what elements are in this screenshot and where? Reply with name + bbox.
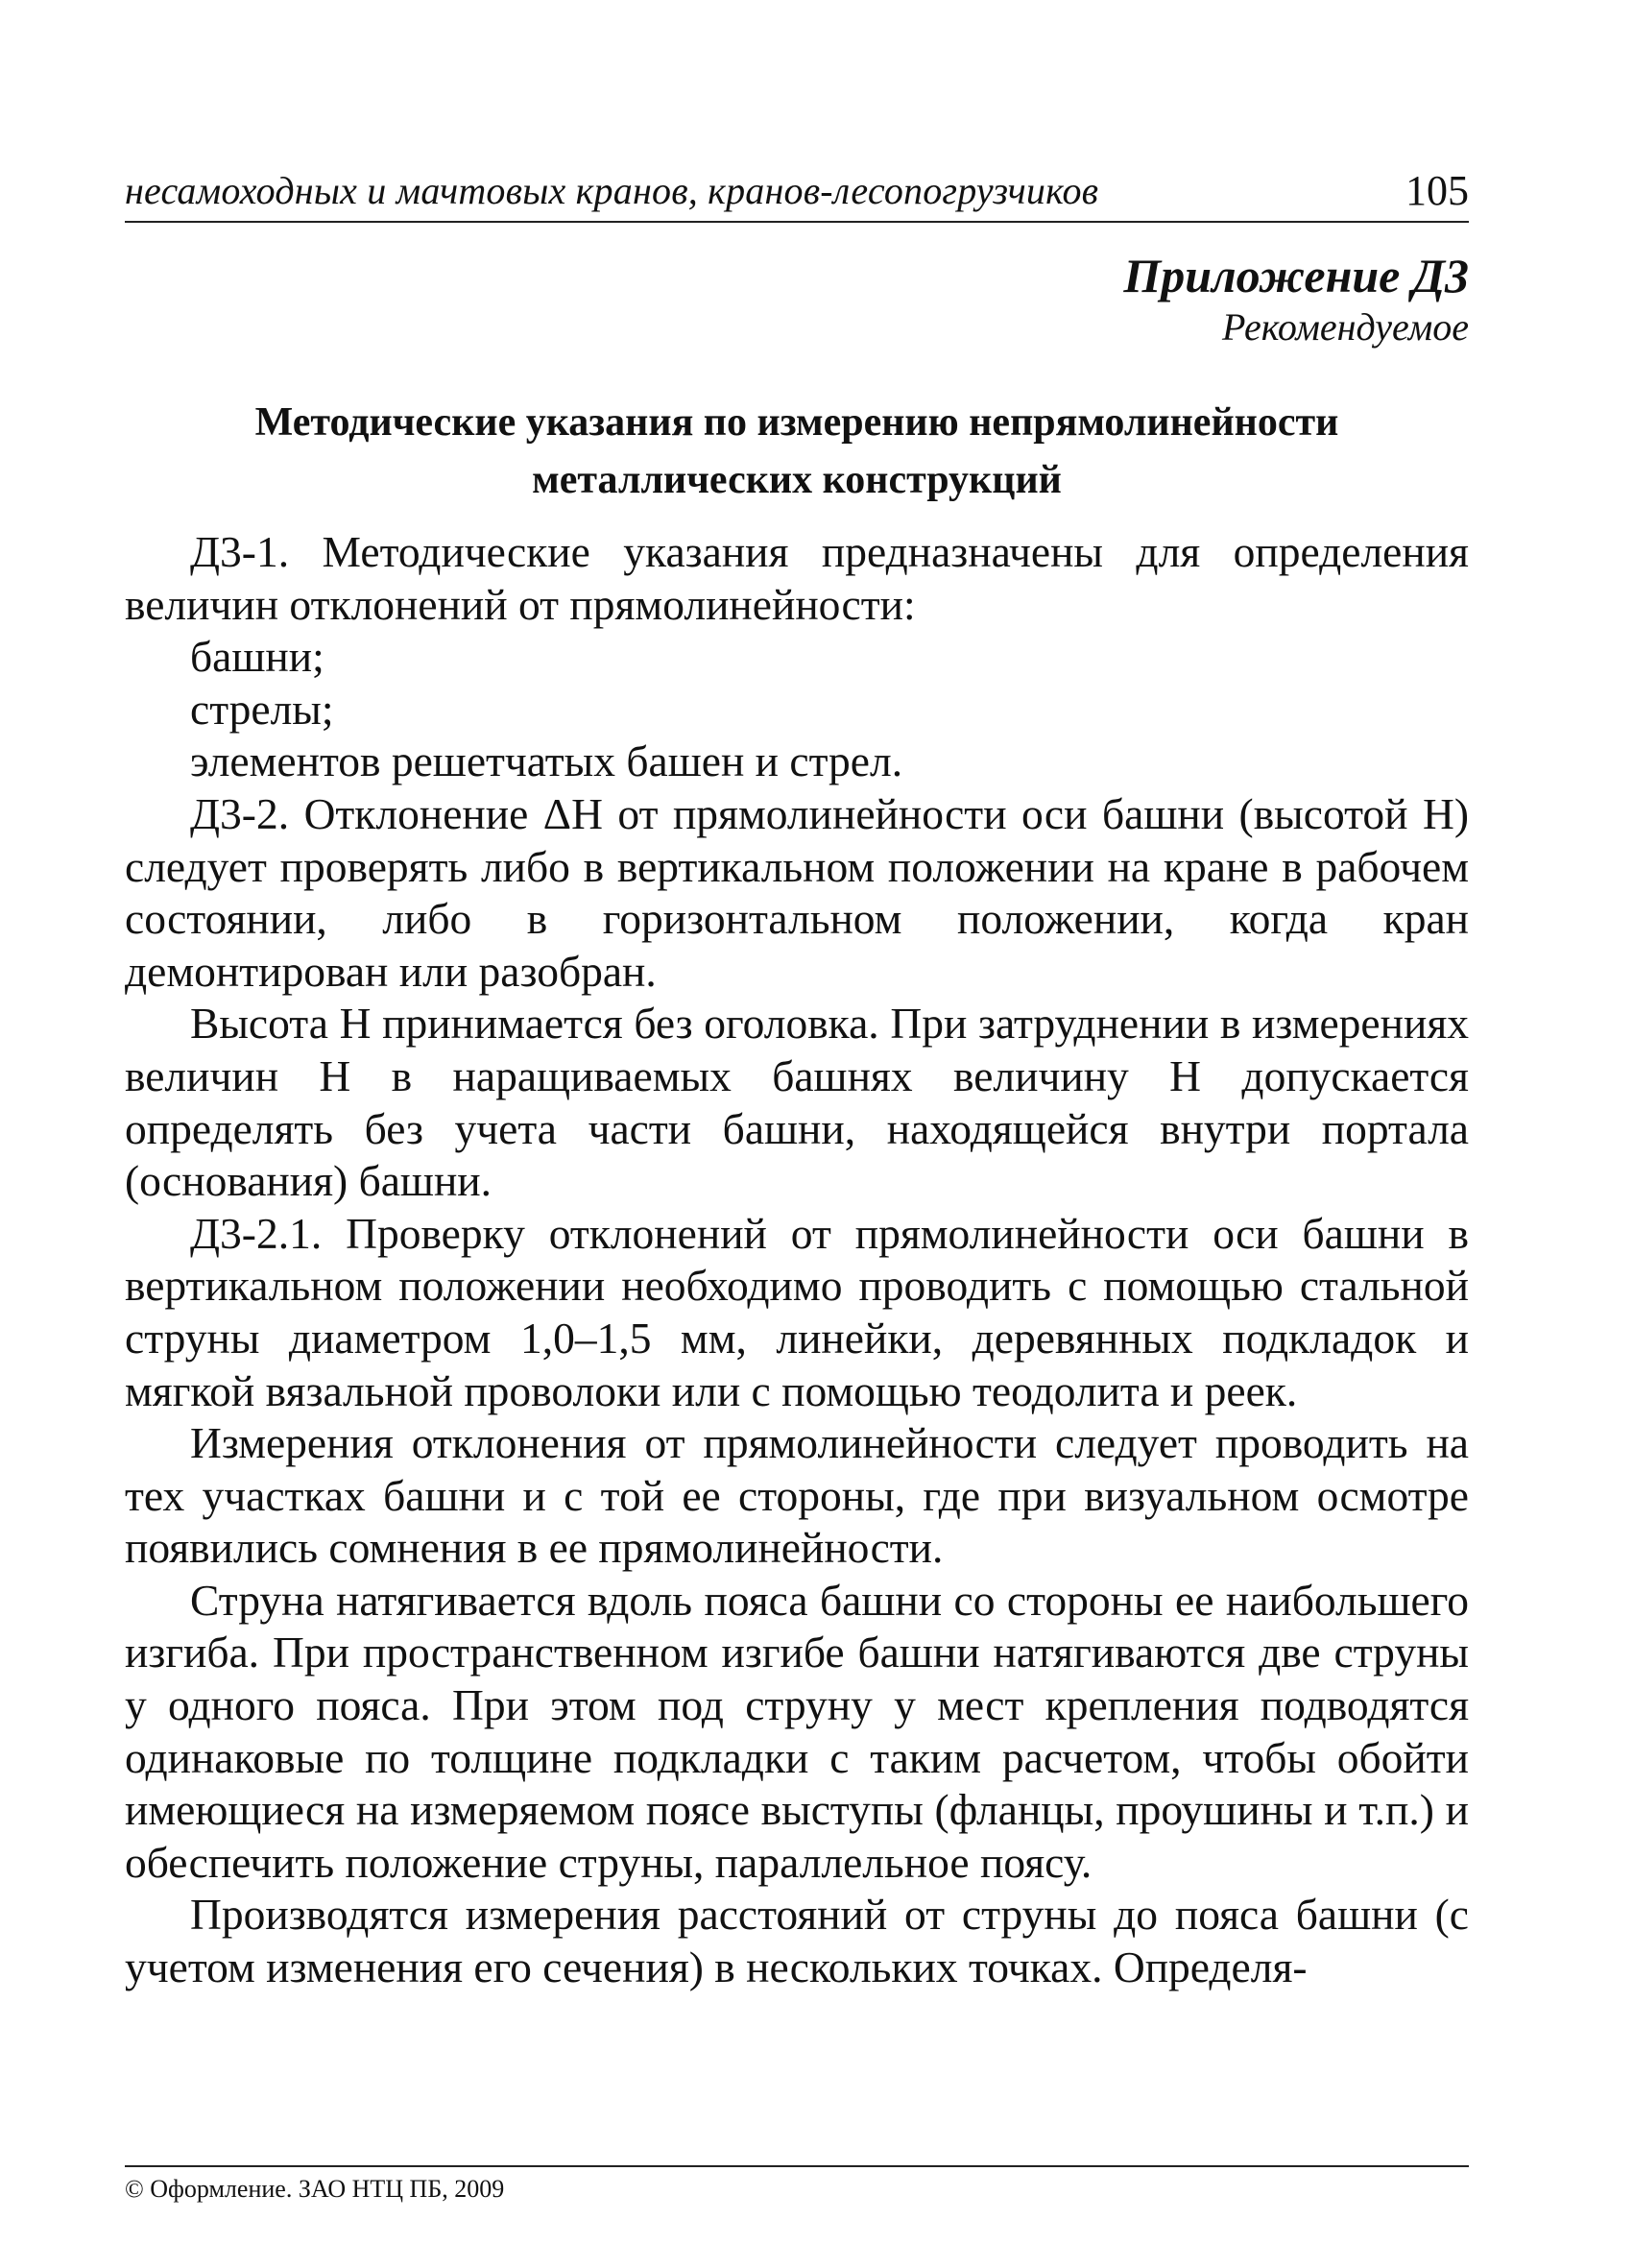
page-number: 105 xyxy=(1405,167,1469,214)
paragraph-d3-1: Д3-1. Методические указания предназначены для определения величин отклонений от прямолинейности: xyxy=(125,527,1469,629)
paragraph-measurement-areas: Измерения отклонения от прямолинейности следует проводить на тех участках башни и с той ее стороны, где при визуальном осмотре появились сомнения в ее прямолинейности. xyxy=(125,1418,1469,1573)
section-heading-line-2: металлических конструкций xyxy=(532,458,1062,502)
appendix-subtitle: Рекомендуемое xyxy=(1221,305,1469,349)
list-item-tower: башни; xyxy=(190,632,324,682)
copyright-text: © Оформление. ЗАО НТЦ ПБ, 2009 xyxy=(125,2175,505,2203)
body-text xyxy=(125,526,1469,1994)
list-item-lattice-elements: элементов решетчатых башен и стрел. xyxy=(190,736,903,786)
running-title: несамоходных и мачтовых кранов, кранов-лесопогрузчиков xyxy=(125,169,1099,212)
section-heading-line-1: Методические указания по измерению непрямолинейности xyxy=(254,400,1339,445)
paragraph-d3-2-1: Д3-2.1. Проверку отклонений от прямолинейности оси башни в вертикальном положении необходимо проводить с помощью стальной струны диаметром 1,0–1,5 мм, линейки, деревянных подкладок и мягкой вязальной проволоки или с помощью теодолита и реек. xyxy=(125,1208,1469,1415)
running-header xyxy=(125,167,1469,223)
list-item-boom: стрелы; xyxy=(190,684,334,734)
paragraph-height: Высота H принимается без оголовка. При затруднении в измерениях величин H в наращиваемых башнях величину H допускается определять без учета части башни, находящейся внутри портала (основания) башни. xyxy=(125,999,1469,1206)
section-heading xyxy=(125,394,1469,509)
page-footer xyxy=(125,2165,1469,2204)
appendix-label xyxy=(1123,248,1469,351)
appendix-title: Приложение Д3 xyxy=(1123,249,1469,302)
paragraph-d3-2: Д3-2. Отклонение ΔH от прямолинейности оси башни (высотой H) следует проверять либо в вертикальном положении на кране в рабочем состоянии, либо в горизонтальном положении, когда кран демонтирован или разобран. xyxy=(125,788,1469,996)
paragraph-distance-measurement: Производятся измерения расстояний от струны до пояса башни (с учетом изменения его сечения) в нескольких точках. Определя- xyxy=(125,1890,1469,1992)
paragraph-string-tension: Струна натягивается вдоль пояса башни со стороны ее наибольшего изгиба. При пространственном изгибе башни натягиваются две струны у одного пояса. При этом под струну у мест крепления подводятся одинаковые по толщине подкладки с таким расчетом, чтобы обойти имеющиеся на измеряемом поясе выступы (фланцы, проушины и т.п.) и обеспечить положение струны, параллельное поясу. xyxy=(125,1575,1469,1887)
